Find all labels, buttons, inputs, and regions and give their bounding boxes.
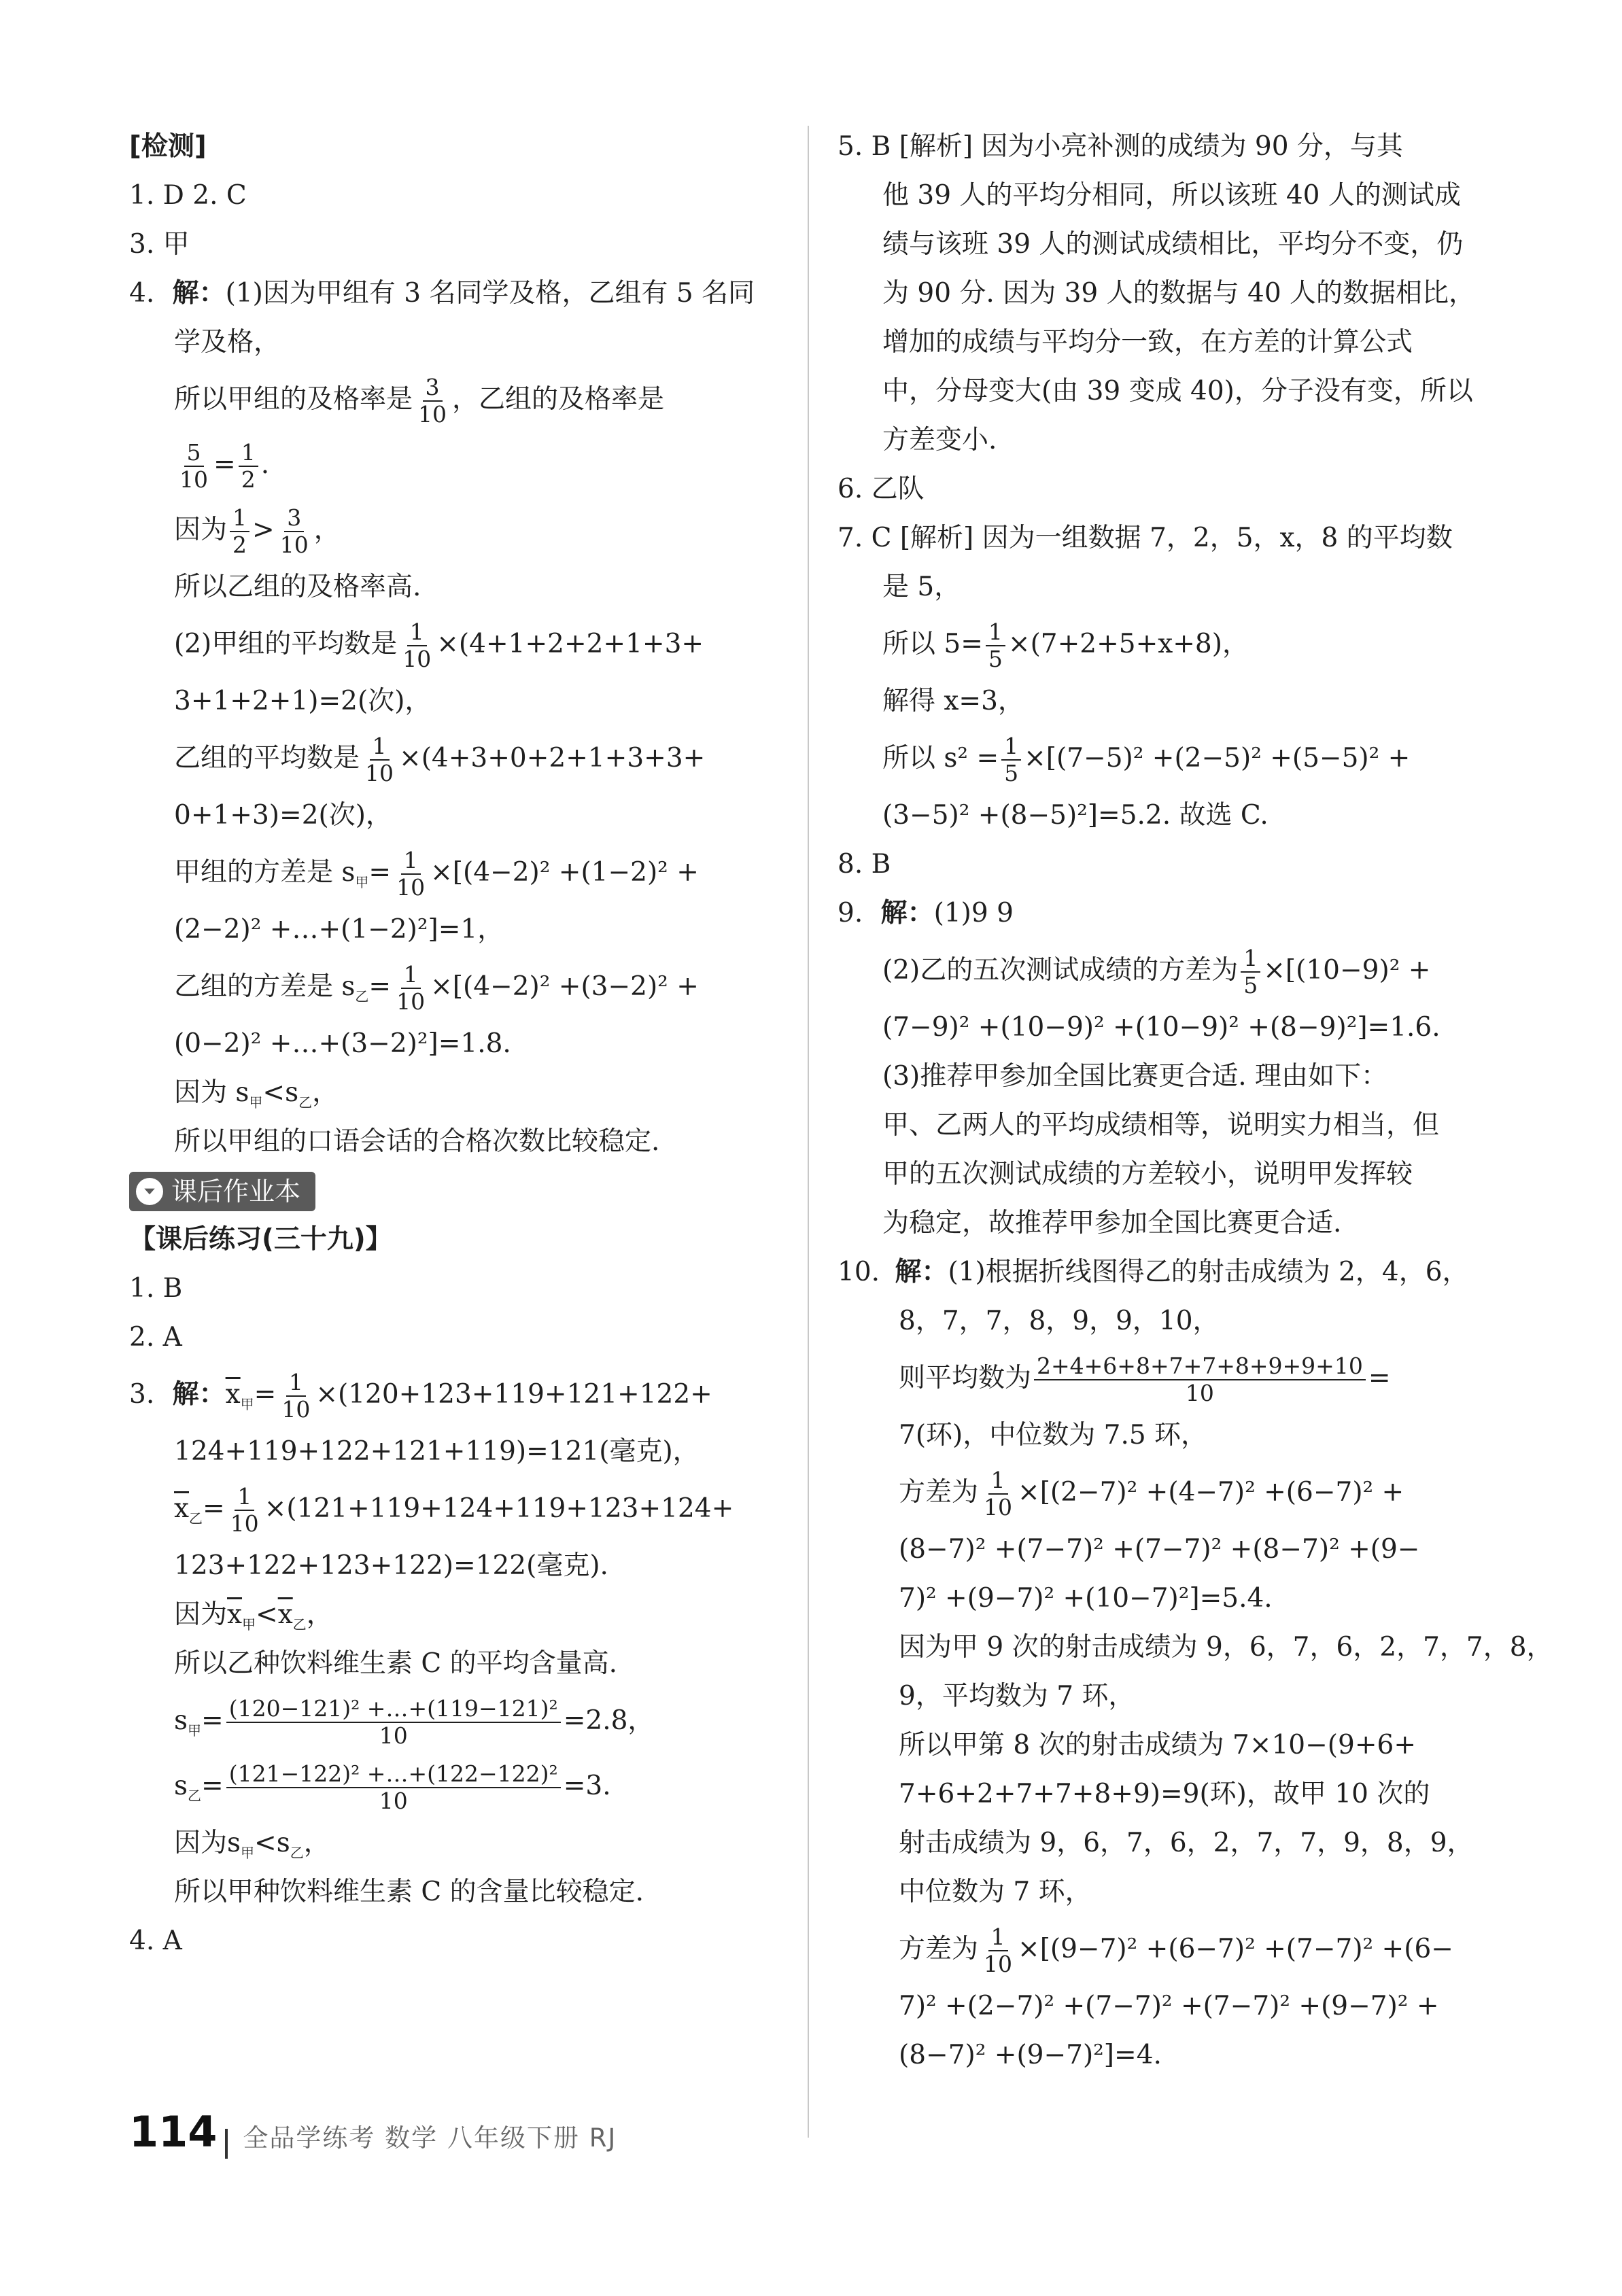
q4-line-c — [129, 367, 775, 432]
fraction-1-10 — [981, 1467, 1015, 1520]
den: 10 — [1185, 1380, 1214, 1406]
q4-line-m — [129, 954, 775, 1020]
xbar: $\overline{x}$ — [174, 1493, 189, 1524]
q9-line-f: 甲的五次测试成绩的方差较小，说明甲发挥较 — [882, 1159, 1413, 1189]
q10-line-n — [838, 1917, 1483, 1982]
s: s — [285, 1077, 299, 1108]
q7-line-f: (3−5)² +(8−5)²]=5.2. 故选 C. — [882, 800, 1269, 831]
hw3-line-h — [129, 1754, 775, 1819]
num: 2+4+6+8+7+7+8+9+9+10 — [1034, 1353, 1366, 1380]
q7-line-c — [838, 612, 1483, 677]
num: 1 — [286, 1370, 306, 1397]
fraction-1-10 — [400, 619, 434, 672]
den: 10 — [379, 1722, 408, 1749]
q9-line-g: 为稳定，故推荐甲参加全国比赛更合适. — [882, 1208, 1342, 1238]
hw3-line-a — [129, 1362, 775, 1427]
q10-line-i: 9，平均数为 7 环， — [899, 1681, 1135, 1711]
hw3-line-d: 123+122+123+122)=122(毫克). — [174, 1550, 608, 1581]
num: (120−121)² +…+(119−121)² — [226, 1696, 561, 1723]
text: (1)根据折线图得乙的射击成绩为 2，4，6， — [948, 1257, 1469, 1287]
fraction-1-10 — [362, 733, 396, 786]
chevron-down-icon — [136, 1178, 163, 1205]
num: 5 — [184, 440, 204, 467]
sub-jia: 甲 — [249, 1094, 263, 1111]
eq: = — [201, 1705, 224, 1736]
q9-line-c: (7−9)² +(10−9)² +(10−9)² +(8−9)²]=1.6. — [882, 1012, 1440, 1043]
num: 1 — [407, 619, 427, 646]
q4-line-g — [129, 612, 775, 677]
text: ×[(7−5)² +(2−5)² +(5−5)² + — [1024, 743, 1411, 773]
q5-line-c: 绩与该班 39 人的测试成绩相比，平均分不变，仍 — [882, 229, 1464, 260]
answer-8: 8. B — [838, 849, 891, 880]
q10-number: 10. — [838, 1257, 880, 1287]
q9-line-b — [838, 938, 1483, 1003]
hw3-line-c — [129, 1476, 775, 1542]
den: 2 — [232, 532, 247, 558]
q10-line-d: 7(环)，中位数为 7.5 环， — [899, 1420, 1208, 1450]
xbar: $\overline{x}$ — [277, 1599, 293, 1630]
q4-line-k — [129, 840, 775, 905]
section-jiance: [检测] — [129, 131, 207, 162]
s: s — [174, 1705, 188, 1736]
num: 1 — [235, 1484, 254, 1511]
eq: = — [203, 1493, 225, 1524]
q10-line-e — [838, 1460, 1483, 1525]
q10-line-b: 8，7，7，8，9，9，10， — [899, 1306, 1220, 1336]
eq: = — [213, 449, 236, 480]
comma: ， — [306, 1599, 333, 1630]
eq: = — [201, 1771, 224, 1801]
q5-line-d: 为 90 分. 因为 39 人的数据与 40 人的数据相比， — [882, 278, 1476, 309]
s: s — [174, 1771, 188, 1801]
q10-line-h: 因为甲 9 次的射击成绩为 9，6，7，6，2，7，7，8， — [899, 1632, 1553, 1663]
text: (2)乙的五次测试成绩的方差为 — [882, 955, 1239, 986]
fraction-1-5 — [1001, 733, 1021, 786]
comma: ， — [313, 515, 341, 545]
hw3-line-b: 124+119+122+121+119)=121(毫克)， — [174, 1436, 700, 1467]
text: ×(120+123+119+121+122+ — [315, 1379, 712, 1410]
q9-line-d: (3)推荐甲参加全国比赛更合适. 理由如下： — [882, 1061, 1388, 1092]
num: 1 — [401, 848, 421, 875]
answer-3: 3. 甲 — [129, 229, 190, 260]
q10-jie: 解： — [895, 1257, 948, 1287]
text: (1)9 9 — [933, 898, 1014, 928]
sub-yi: 乙 — [292, 1616, 307, 1633]
sub-jia: 甲 — [355, 873, 369, 890]
fraction-1-5 — [986, 619, 1005, 672]
num: 1 — [230, 505, 249, 532]
q5-line-e: 增加的成绩与平均分一致，在方差的计算公式 — [882, 327, 1413, 358]
q4-line-h: 3+1+2+1)=2(次)， — [174, 686, 432, 716]
sub-yi: 乙 — [188, 1787, 202, 1804]
num: 1 — [1241, 945, 1260, 973]
gt: > — [252, 515, 275, 545]
eq: = — [368, 971, 392, 1002]
q4-number: 4. — [129, 278, 155, 309]
text: ×(4+1+2+2+1+3+ — [436, 629, 704, 659]
text: = — [1368, 1363, 1391, 1393]
num: (121−122)² +…+(122−122)² — [226, 1761, 561, 1788]
hw3-line-f: 所以乙种饮料维生素 C 的平均含量高. — [174, 1648, 618, 1679]
q4-line-b: 学及格， — [174, 327, 281, 358]
num: 3 — [284, 505, 304, 532]
fraction-1-10 — [981, 1924, 1015, 1977]
q5-line-g: 方差变小. — [882, 425, 997, 455]
q10-line-m: 中位数为 7 环， — [899, 1877, 1092, 1907]
num: 1 — [239, 440, 258, 467]
hw-answer-4: 4. A — [129, 1926, 182, 1956]
book-title: 全品学练考 数学 八年级下册 RJ — [243, 2123, 617, 2153]
q10-line-o: 7)² +(2−7)² +(7−7)² +(7−7)² +(9−7)² + — [899, 1991, 1439, 2021]
eq: = — [254, 1379, 277, 1410]
q4-text: (1)因为甲组有 3 名同学及格，乙组有 5 名同 — [225, 278, 755, 309]
num: 1 — [988, 1467, 1008, 1495]
fraction-1-10 — [279, 1370, 313, 1423]
den: 2 — [241, 466, 256, 493]
den: 10 — [230, 1510, 259, 1537]
q9-line-a — [838, 889, 1483, 938]
q4-line-i — [129, 726, 775, 791]
num: 3 — [423, 375, 443, 402]
den: 10 — [281, 1396, 311, 1423]
sub-yi: 乙 — [189, 1510, 203, 1527]
page-footer — [129, 2107, 617, 2159]
fraction-3-10 — [277, 505, 311, 558]
text: 所以甲组的及格率是 — [174, 384, 413, 415]
text: ×[(4−2)² +(1−2)² + — [430, 857, 699, 888]
text: =2.8， — [563, 1705, 655, 1736]
hw-answer-2: 2. A — [129, 1322, 182, 1353]
q5-line-f: 中，分母变大(由 39 变成 40)，分子没有变，所以 — [882, 376, 1473, 406]
q7-line-b: 是 5， — [882, 572, 961, 602]
sub-jia: 甲 — [241, 1844, 255, 1861]
fraction-1-5 — [1241, 945, 1260, 998]
text: 因为 — [174, 1599, 228, 1630]
q7-line-d: 解得 x=3， — [882, 686, 1024, 716]
text: 因为 s — [174, 1077, 249, 1108]
q4-line-n: (0−2)² +…+(3−2)²]=1.8. — [174, 1028, 511, 1059]
den: 10 — [418, 401, 447, 428]
text: ×(121+119+124+119+123+124+ — [264, 1493, 734, 1524]
q7-line-a: 7. C [解析] 因为一组数据 7，2，5，x，8 的平均数 — [838, 523, 1453, 553]
fraction-1-2 — [230, 505, 249, 558]
sub-jia: 甲 — [240, 1395, 254, 1412]
q4-line-a — [129, 269, 775, 318]
s: s — [227, 1828, 241, 1858]
exercise-heading: 【课后练习(三十九)】 — [129, 1224, 392, 1255]
q10-line-g: 7)² +(9−7)² +(10−7)²]=5.4. — [899, 1583, 1273, 1614]
banner-label: 课后作业本 — [171, 1177, 301, 1206]
q9-line-e: 甲、乙两人的平均成绩相等，说明实力相当，但 — [882, 1110, 1440, 1141]
q4-line-j: 0+1+3)=2(次)， — [174, 800, 392, 831]
text: ，乙组的及格率是 — [452, 384, 665, 415]
den: 5 — [1243, 972, 1258, 998]
den: 5 — [1004, 760, 1019, 786]
q9-number: 9. — [838, 898, 863, 928]
den: 10 — [365, 760, 394, 786]
den: 10 — [179, 466, 208, 493]
hw-answer-1: 1. B — [129, 1273, 183, 1304]
hw3-line-j: 所以甲种饮料维生素 C 的含量比较稳定. — [174, 1877, 644, 1907]
answer-6: 6. 乙队 — [838, 474, 925, 504]
fraction-1-10 — [228, 1484, 262, 1537]
sub-jia: 甲 — [188, 1722, 202, 1739]
den: 10 — [396, 988, 426, 1015]
text: ×(7+2+5+x+8)， — [1007, 629, 1249, 659]
footer-divider — [225, 2129, 228, 2159]
hw3-line-i — [129, 1819, 775, 1868]
q10-line-a — [838, 1248, 1483, 1297]
text: 乙组的平均数是 — [174, 743, 360, 773]
q10-line-f: (8−7)² +(7−7)² +(7−7)² +(8−7)² +(9− — [899, 1534, 1420, 1565]
answer-1-2: 1. D 2. C — [129, 180, 247, 211]
page-number: 114 — [129, 2107, 218, 2157]
hw3-jie: 解： — [172, 1379, 226, 1410]
fraction-variance-jia — [226, 1696, 561, 1749]
xbar: $\overline{x}$ — [227, 1599, 243, 1630]
text: ×(4+3+0+2+1+3+3+ — [399, 743, 706, 773]
den: 10 — [984, 1951, 1013, 1977]
q4-line-e — [129, 498, 775, 563]
q10-line-l: 射击成绩为 9，6，7，6，2，7，7，9，8，9， — [899, 1828, 1474, 1858]
text: =3. — [563, 1771, 611, 1801]
text: 所以 5= — [882, 629, 983, 659]
q4-line-p: 所以甲组的口语会话的合格次数比较稳定. — [174, 1126, 660, 1157]
fraction-1-2 — [239, 440, 258, 493]
text: 甲组的方差是 s — [174, 857, 356, 888]
homework-banner — [129, 1172, 315, 1211]
q10-line-k: 7+6+2+7+7+8+9)=9(环)，故甲 10 次的 — [899, 1779, 1430, 1809]
hw3-line-g — [129, 1688, 775, 1754]
fraction-1-10 — [394, 962, 428, 1015]
num: 1 — [401, 962, 421, 989]
comma: ， — [303, 1828, 330, 1858]
xbar: $\overline{x}$ — [225, 1379, 241, 1410]
den: 10 — [279, 532, 309, 558]
q5-line-b: 他 39 人的平均分相同，所以该班 40 人的测试成 — [882, 180, 1461, 211]
text: (2)甲组的平均数是 — [174, 629, 398, 659]
lt: < — [256, 1599, 278, 1630]
text: 因为 — [174, 515, 228, 545]
fraction-5-10 — [177, 440, 211, 493]
den: 10 — [402, 646, 432, 672]
text: ×[(9−7)² +(6−7)² +(7−7)² +(6− — [1018, 1934, 1453, 1964]
q7-line-e — [838, 726, 1483, 791]
q4-line-f: 所以乙组的及格率高. — [174, 572, 421, 602]
text: 所以 s² = — [882, 743, 999, 773]
q4-jie: 解： — [172, 278, 226, 309]
s: s — [276, 1828, 290, 1858]
right-column — [838, 122, 1553, 2080]
eq: = — [368, 857, 392, 888]
left-column — [129, 122, 775, 1966]
text: 则平均数为 — [899, 1363, 1032, 1393]
q5-line-a: 5. B [解析] 因为小亮补测的成绩为 90 分，与其 — [838, 131, 1403, 162]
sub-jia: 甲 — [242, 1616, 256, 1633]
sub-yi: 乙 — [298, 1094, 313, 1111]
text: ×[(4−2)² +(3−2)² + — [430, 971, 699, 1002]
column-divider — [808, 126, 809, 2138]
fraction-1-10 — [394, 848, 428, 901]
den: 5 — [988, 646, 1003, 672]
num: 1 — [988, 1924, 1008, 1951]
q4-line-o — [129, 1068, 775, 1117]
hw3-line-e — [129, 1590, 775, 1639]
text: 方差为 — [899, 1477, 979, 1508]
q4-line-l: (2−2)² +…+(1−2)²]=1， — [174, 914, 504, 945]
lt: < — [262, 1077, 286, 1108]
fraction-3-10 — [415, 375, 449, 428]
q10-line-j: 所以甲第 8 次的射击成绩为 7×10−(9+6+ — [899, 1730, 1416, 1760]
sub-yi: 乙 — [290, 1844, 304, 1861]
q4-line-d — [129, 432, 775, 498]
den: 10 — [396, 874, 426, 901]
den: 10 — [379, 1788, 408, 1814]
den: 10 — [984, 1494, 1013, 1520]
text: 因为 — [174, 1828, 228, 1858]
hw3-number: 3. — [129, 1379, 155, 1410]
lt: < — [254, 1828, 277, 1858]
text: ×[(10−9)² + — [1263, 955, 1431, 986]
num: 1 — [986, 619, 1005, 646]
sub-yi: 乙 — [355, 988, 369, 1005]
fraction-mean-yi — [1034, 1353, 1366, 1406]
q10-line-c — [838, 1346, 1483, 1411]
fraction-variance-yi — [226, 1761, 561, 1814]
text: 方差为 — [899, 1934, 979, 1964]
text: 乙组的方差是 s — [174, 971, 356, 1002]
dot: . — [260, 449, 270, 480]
q10-line-p: (8−7)² +(9−7)²]=4. — [899, 2040, 1162, 2070]
q9-jie: 解： — [880, 898, 934, 928]
text: ×[(2−7)² +(4−7)² +(6−7)² + — [1018, 1477, 1404, 1508]
comma: ， — [312, 1077, 339, 1108]
num: 1 — [1001, 733, 1021, 761]
num: 1 — [370, 733, 390, 761]
